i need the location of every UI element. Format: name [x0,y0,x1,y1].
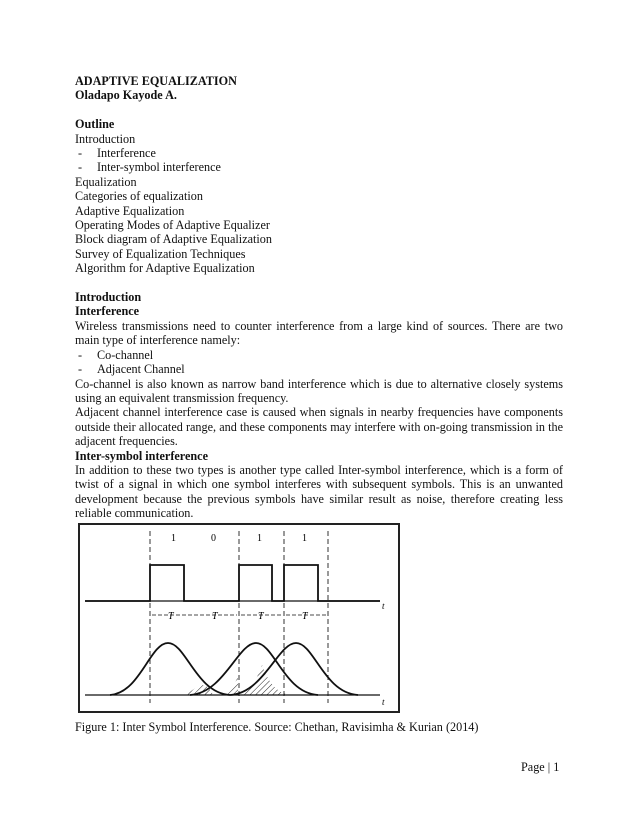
outline-subitem-label: Inter-symbol interference [97,160,221,175]
outline-item: Algorithm for Adaptive Equalization [75,261,255,276]
time-axis-label-top: t [382,601,385,611]
document-author: Oladapo Kayode A. [75,88,177,103]
outline-item: Adaptive Equalization [75,203,185,218]
document-body [75,74,563,521]
list-item: - Adjacent Channel [78,362,185,377]
outline-subitem-label: Interference [97,146,156,161]
introduction-heading: Introduction [75,290,142,305]
outline-item: Introduction [75,131,136,146]
period-label: T [168,611,174,622]
outline-subitem: - Inter-symbol interference [78,160,221,175]
isi-figure [78,523,400,713]
isi-paragraph: In addition to these two types is another type called Inter-symbol interference, which is a form of twist of a signal in which one symbol interferes with subsequent symbols. This is an unwanted development because the previous symbols have similar result as noise, therefore creating less reliable communication. [75,462,563,521]
outline-item: Survey of Equalization Techniques [75,246,246,261]
interference-paragraph: Wireless transmissions need to counter interference from a large kind of sources. There are two main type of interference namely: [75,318,563,348]
bit-label: 1 [257,533,262,544]
transmitted-pulse-train [85,565,380,601]
period-label: T [212,611,218,622]
list-item: - Co-channel [78,347,154,362]
isi-overlap-region [220,677,238,695]
outline-list [75,132,563,276]
outline-item: Block diagram of Adaptive Equalization [75,232,272,247]
page-number: Page | 1 [521,760,560,774]
document-title: ADAPTIVE EQUALIZATION [75,74,237,88]
bit-label: 0 [211,533,216,544]
isi-diagram [80,525,398,711]
outline-item: Categories of equalization [75,189,203,204]
period-label: T [258,611,264,622]
isi-heading: Inter-symbol interference [75,448,209,463]
time-axis-label-bottom: t [382,697,385,707]
interference-type-adjacent: Adjacent Channel [97,362,185,377]
bit-label: 1 [171,533,176,544]
cochannel-paragraph: Co-channel is also known as narrow band interference which is due to alternative closely systems using an equivalent transmission frequency. [75,376,563,405]
interference-heading: Interference [75,304,140,319]
adjacent-paragraph: Adjacent channel interference case is caused when signals in nearby frequencies have components outside their allocated range, and these components may interfere with on-going transmission in the adjacent frequencies. [75,405,563,449]
bit-label: 1 [302,533,307,544]
period-label: T [302,611,308,622]
figure-caption: Figure 1: Inter Symbol Interference. Source: Chethan, Ravisimha & Kurian (2014) [75,720,479,734]
outline-heading: Outline [75,117,115,132]
outline-item: Operating Modes of Adaptive Equalizer [75,218,270,233]
interference-type-cochannel: Co-channel [97,347,154,362]
outline-item: Equalization [75,174,137,189]
outline-subitem: - Interference [78,146,156,161]
